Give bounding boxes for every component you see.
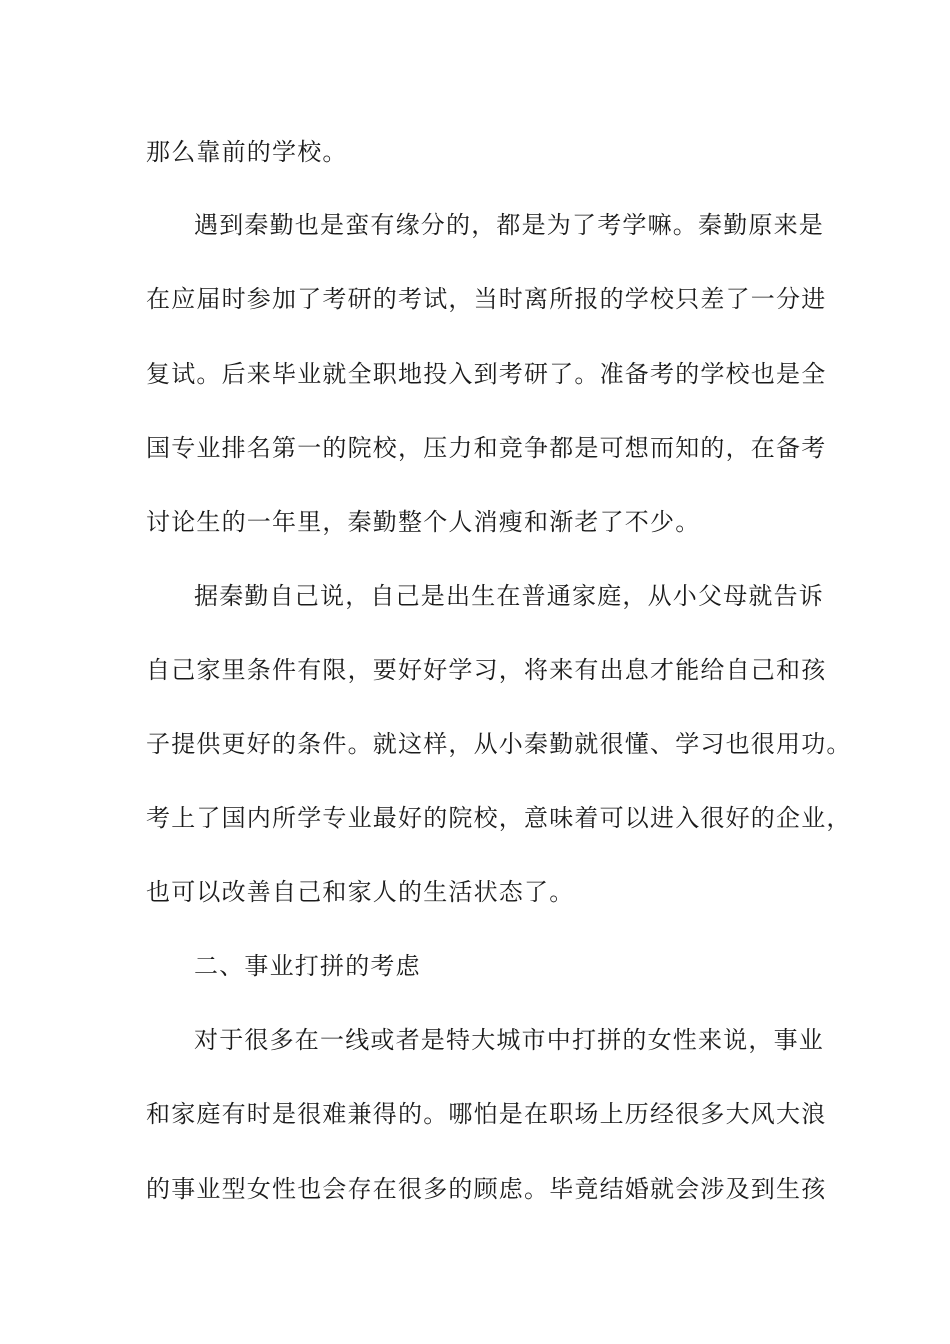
paragraph-line: 自己家里条件有限，要好好学习，将来有出息才能给自己和孩 bbox=[146, 656, 827, 684]
paragraph-line: 和家庭有时是很难兼得的。哪怕是在职场上历经很多大风大浪 bbox=[146, 1100, 827, 1128]
paragraph-line: 的事业型女性也会存在很多的顾虑。毕竟结婚就会涉及到生孩 bbox=[146, 1175, 827, 1203]
paragraph-line: 对于很多在一线或者是特大城市中打拼的女性来说，事业 bbox=[194, 1026, 824, 1054]
paragraph-line: 考上了国内所学专业最好的院校，意味着可以进入很好的企业， bbox=[146, 804, 852, 832]
paragraph-line: 讨论生的一年里，秦勤整个人消瘦和渐老了不少。 bbox=[146, 508, 701, 536]
paragraph-line: 在应届时参加了考研的考试，当时离所报的学校只差了一分进 bbox=[146, 285, 827, 313]
paragraph-line: 子提供更好的条件。就这样，从小秦勤就很懂、学习也很用功。 bbox=[146, 730, 852, 758]
paragraph-line: 也可以改善自己和家人的生活状态了。 bbox=[146, 878, 575, 906]
paragraph-line: 国专业排名第一的院校，压力和竞争都是可想而知的，在备考 bbox=[146, 434, 827, 462]
paragraph-line: 那么靠前的学校。 bbox=[146, 138, 348, 166]
section-heading: 二、事业打拼的考虑 bbox=[194, 952, 421, 980]
paragraph-line: 据秦勤自己说，自己是出生在普通家庭，从小父母就告诉 bbox=[194, 582, 824, 610]
paragraph-line: 复试。后来毕业就全职地投入到考研了。准备考的学校也是全 bbox=[146, 360, 827, 388]
paragraph-line: 遇到秦勤也是蛮有缘分的，都是为了考学嘛。秦勤原来是 bbox=[194, 211, 824, 239]
